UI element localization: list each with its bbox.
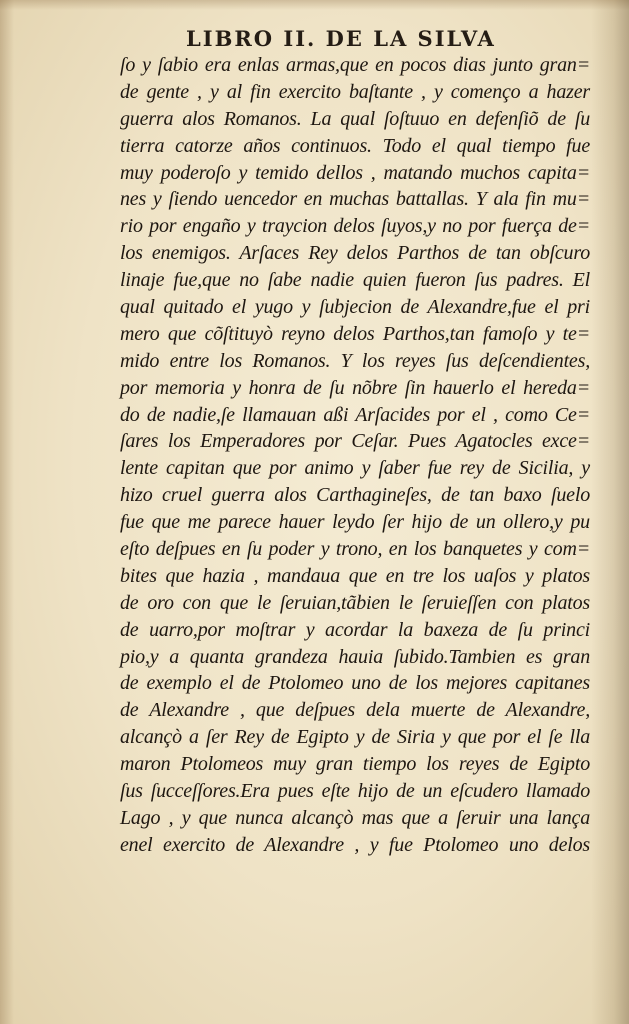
text-line: tierra catorze años continuos. Todo el qual tiempo fue [120,134,590,157]
text-line: Lago , y que nunca alcançò mas que a ſeruir una lança [120,806,590,829]
page-top-edge [0,0,629,10]
text-line: do de nadie,ſe llamauan aßi Arſacides por el , como Ce= [120,403,590,426]
body-text [120,52,590,859]
text-line: mido entre los Romanos. Y los reyes ſus deſcendientes, [120,349,590,372]
text-line: hizo cruel guerra alos Carthagineſes, de tan baxo ſuelo [120,484,590,507]
text-line: ſus ſucceſſores.Era pues eſte hijo de un eſcudero llamado [120,780,590,803]
running-head: LIBRO II. DE LA SILVA [186,26,496,51]
page-left-edge [0,0,14,1024]
text-line: mero que cõſtituyò reyno delos Parthos,tan famoſo y te= [120,322,590,345]
text-line: de gente , y al fin exercito baſtante , y començo a hazer [120,80,590,103]
text-line: guerra alos Romanos. La qual ſoſtuuo en defenſiõ de ſu [120,107,590,130]
text-line: de Alexandre , que deſpues dela muerte de Alexandre, [120,699,590,722]
text-line: de oro con que le ſeruian,tãbien le ſeruieſſen con platos [120,591,590,614]
text-line: alcançò a ſer Rey de Egipto y de Siria y que por el ſe lla [120,726,590,749]
text-line: lente capitan que por animo y ſaber fue rey de Sicilia, y [120,457,590,480]
text-line: fue que me parece hauer leydo ſer hijo de un ollero,y pu [120,511,590,534]
text-line: maron Ptolomeos muy gran tiempo los reyes de Egipto [120,753,590,776]
text-line: enel exercito de Alexandre , y fue Ptolomeo uno delos [120,833,590,856]
text-line: ſo y ſabio era enlas armas,que en pocos dias junto gran= [120,54,590,76]
text-line: de exemplo el de Ptolomeo uno de los mejores capitanes [120,672,590,695]
text-line: eſto deſpues en ſu poder y trono, en los banquetes y com= [120,538,590,561]
text-line: pio,y a quanta grandeza hauia ſubido.Tambien es gran [120,645,590,668]
text-line: qual quitado el yugo y ſubjecion de Alexandre,fue el pri [120,296,590,319]
text-line: muy poderoſo y temido dellos , matando muchos capita= [120,161,590,184]
page-gutter-shadow [591,0,629,1024]
text-line: linaje fue,que no ſabe nadie quien fueron ſus padres. El [120,269,590,292]
text-line: de uarro,por moſtrar y acordar la baxeza de ſu princi [120,618,590,641]
text-line: los enemigos. Arſaces Rey delos Parthos de tan obſcuro [120,242,590,265]
text-line: por memoria y honra de ſu nõbre ſin hauerlo el hereda= [120,376,590,399]
text-line: bites que hazia , mandaua que en tre los uaſos y platos [120,564,590,587]
text-line: ſares los Emperadores por Ceſar. Pues Agatocles exce= [120,430,590,453]
text-line: rio por engaño y traycion delos ſuyos,y no por fuerça de= [120,215,590,238]
text-line: nes y ſiendo uencedor en muchas battallas. Y ala fin mu= [120,188,590,211]
